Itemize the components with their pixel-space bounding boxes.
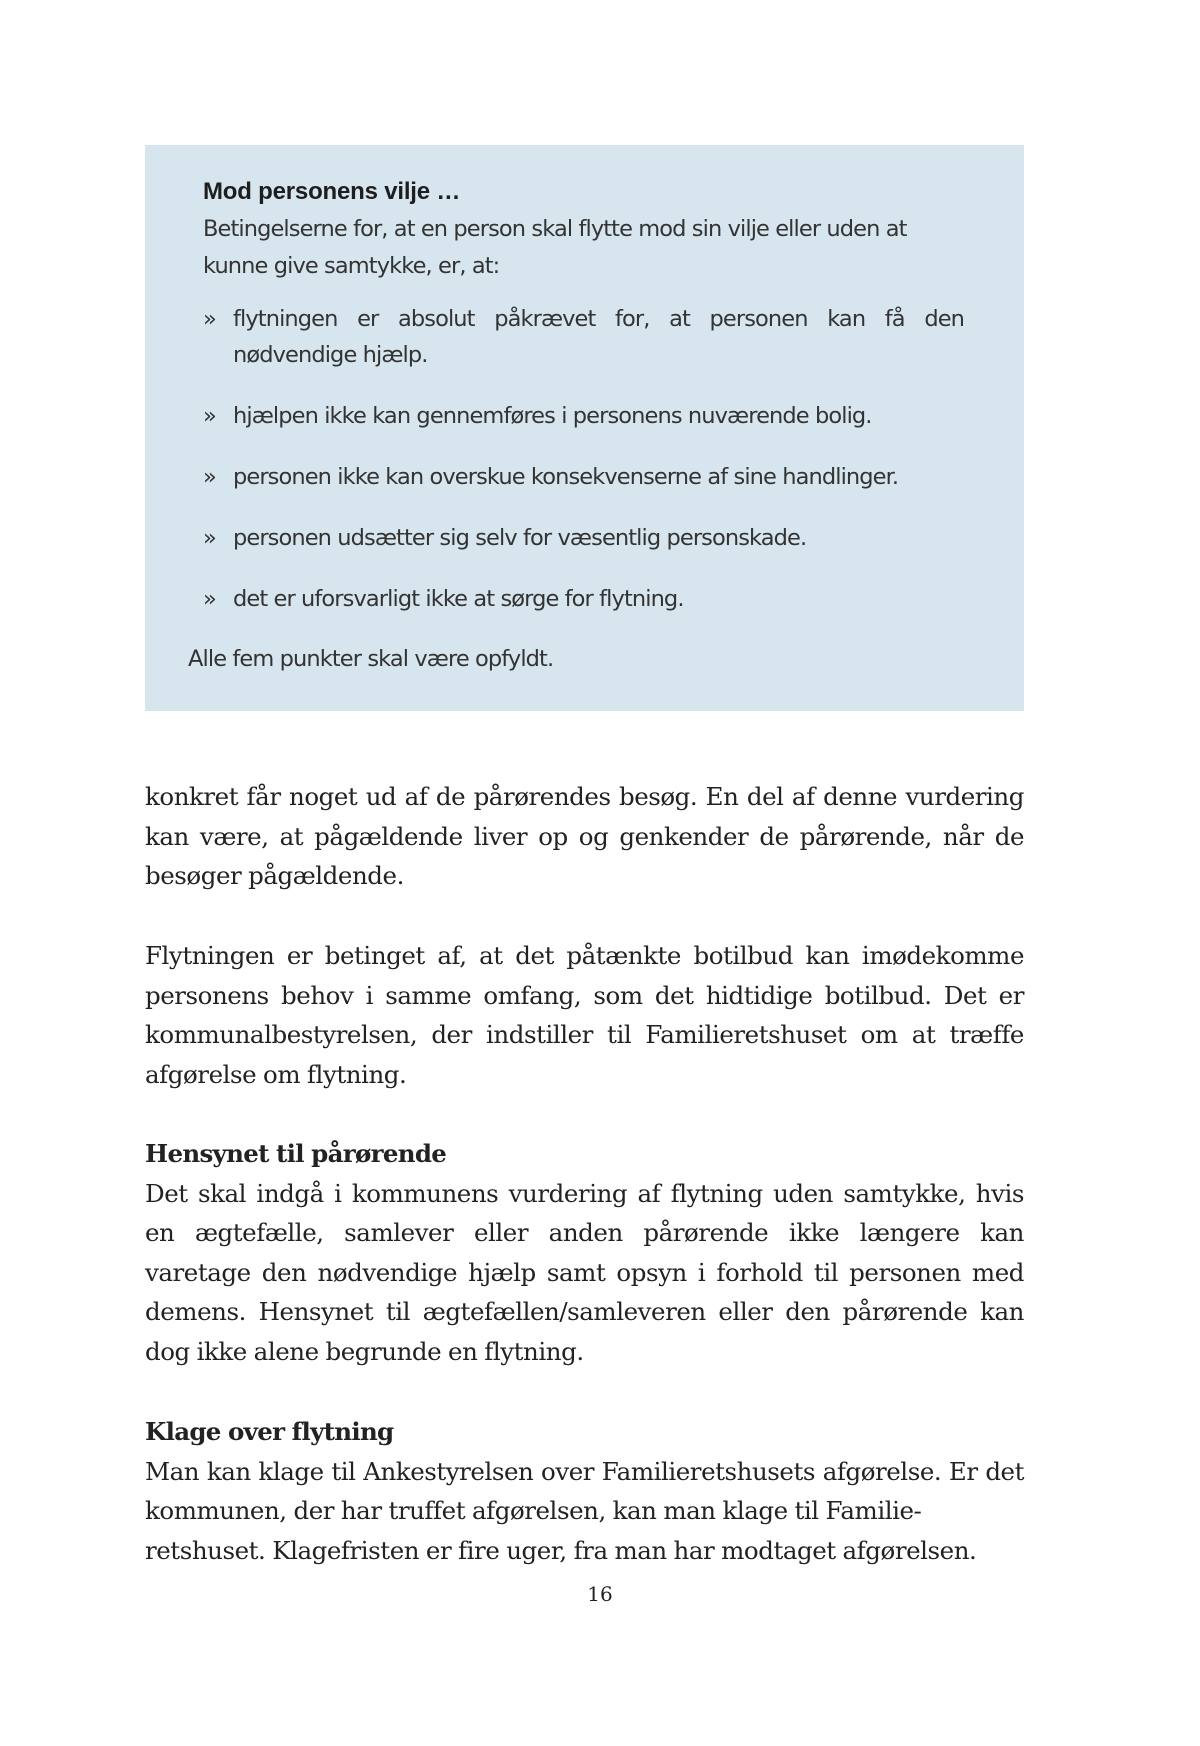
section-heading: Klage over flytning [145,1417,394,1446]
condition-item [203,520,964,556]
condition-item [203,301,964,373]
section-klage [145,1412,1024,1570]
info-box [145,145,1024,711]
section-pårørende [145,1134,1024,1371]
condition-text: det er uforsvarligt ikke at sørge for flytning. [233,586,684,612]
page-number: 16 [587,1582,613,1606]
body-paragraph-1 [145,777,1024,896]
paragraph-text: konkret får noget ud af de pårørendes besøg. En del af denne vurdering kan være, at pågældende liver op og genkender de pårørende, når de besøger pågældende. [145,782,1024,890]
condition-text: hjælpen ikke kan gennemføres i personens nuværende bolig. [233,403,872,429]
info-box-intro: Betingelserne for, at en person skal flytte mod sin vilje eller uden at kunne give samtykke, er, at: [203,216,907,279]
bullet-icon: » [203,403,216,429]
condition-text: flytningen er absolut påkrævet for, at personen kan få den nødvendige hjælp. [233,306,964,368]
condition-item [203,581,964,617]
condition-item [203,398,964,434]
section-text-line-1: Man kan klage til Ankestyrelsen over Familieretshusets afgørelse. Er det kommunen, der har truffet afgørelsen, kan man klage til Familie- [145,1456,1024,1525]
condition-text: personen udsætter sig selv for væsentlig personskade. [233,525,807,551]
bullet-icon: » [203,586,216,612]
conditions-list [203,301,964,617]
condition-item [203,459,964,495]
section-text-line-2: retshuset. Klagefristen er fire uger, fra man har modtaget afgørelsen. [145,1535,977,1565]
condition-text: personen ikke kan overskue konsekvenserne af sine handlinger. [233,464,899,490]
section-heading: Hensynet til pårørende [145,1139,447,1168]
paragraph-text: Flytningen er betinget af, at det påtænkte botilbud kan imødekomme personens behov i samme omfang, som det hidtidige botilbud. Det er kommunalbestyrelsen, der indstiller til Familieretshuset om at træffe afgørelse om flytning. [145,941,1024,1089]
info-box-heading: Mod personens vilje … [203,178,461,205]
info-box-conclusion: Alle fem punkter skal være opfyldt. [188,646,554,672]
bullet-icon: » [203,306,216,332]
section-text: Det skal indgå i kommunens vurdering af flytning uden samtykke, hvis en ægtefælle, samlever eller anden pårørende ikke længere kan varetage den nødvendige hjælp samt opsyn i forhold til personen med demens. Hensynet til ægtefællen/samleveren eller den pårørende kan dog ikke alene begrunde en flytning. [145,1178,1024,1366]
bullet-icon: » [203,525,216,551]
body-paragraph-2 [145,936,1024,1094]
bullet-icon: » [203,464,216,490]
